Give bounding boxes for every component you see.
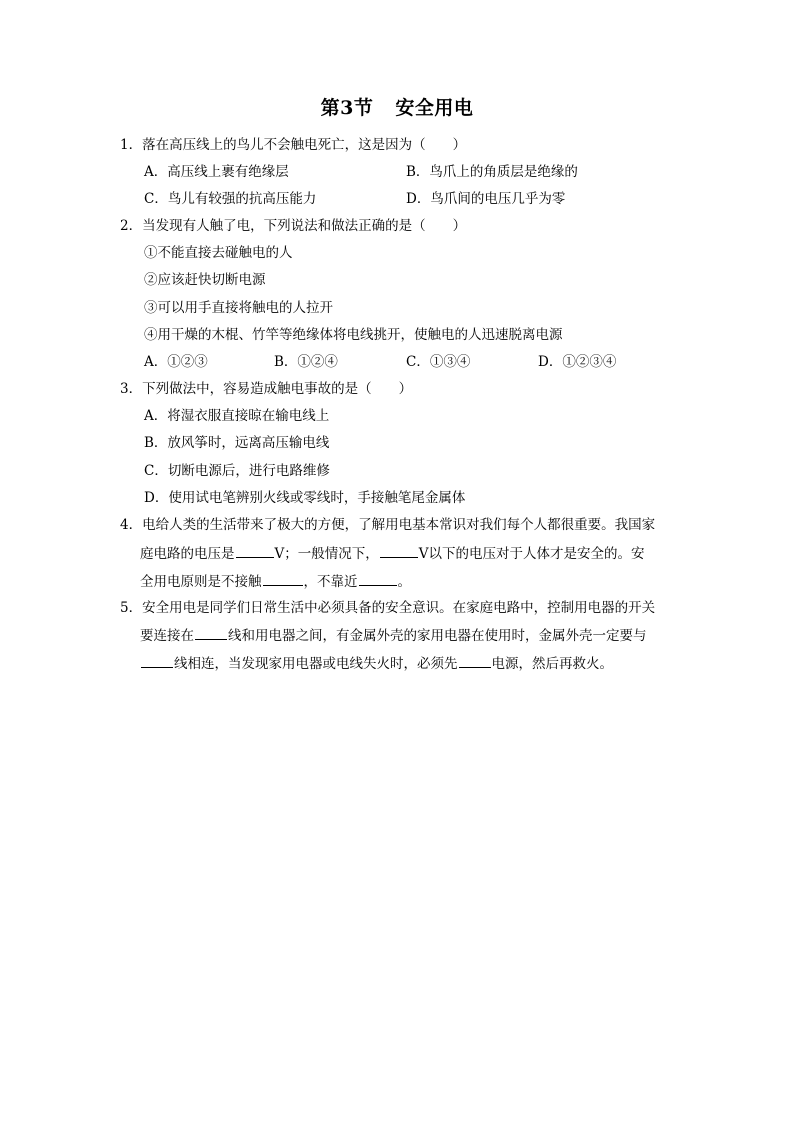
question-3-option-a: A．将湿衣服直接晾在输电线上 (144, 408, 330, 424)
answer-blank[interactable] (236, 543, 274, 558)
question-2-statement-1: ①不能直接去碰触电的人 (144, 245, 293, 261)
question-2-statement-2: ②应该赶快切断电源 (144, 272, 266, 288)
question-1-stem: 1．落在高压线上的鸟儿不会触电死亡，这是因为（ ） (120, 137, 467, 153)
question-2-option-c: C．①③④ (406, 354, 471, 370)
question-5-line-2: 要连接在 线和用电器之间，有金属外壳的家用电器在使用时，金属外壳一定要与 (140, 625, 647, 646)
question-3-option-c: C．切断电源后，进行电路维修 (144, 463, 330, 479)
question-4-line-3: 全用电原则是不接触 ，不靠近 。 (140, 571, 411, 592)
question-1-option-d: D．鸟爪间的电压几乎为零 (406, 191, 566, 207)
question-2-stem: 2．当发现有人触了电，下列说法和做法正确的是（ ） (120, 218, 467, 234)
question-3-stem: 3．下列做法中，容易造成触电事故的是（ ） (120, 381, 413, 397)
question-4-line-2: 庭电路的电压是 V；一般情况下， V以下的电压对于人体才是安全的。安 (140, 543, 645, 564)
question-2-statement-3: ③可以用手直接将触电的人拉开 (144, 300, 333, 316)
answer-blank[interactable] (141, 653, 173, 668)
question-3-option-b: B．放风筝时，远离高压输电线 (144, 435, 330, 451)
question-5-line-3: 线相连，当发现家用电器或电线失火时，必须先 电源，然后再救火。 (140, 653, 613, 674)
question-2-statement-4: ④用干燥的木棍、竹竿等绝缘体将电线挑开，使触电的人迅速脱离电源 (144, 327, 563, 343)
answer-blank[interactable] (459, 653, 491, 668)
question-2-option-b: B．①②④ (274, 354, 338, 370)
answer-blank[interactable] (359, 571, 397, 586)
section-number: 第3节 (320, 97, 374, 119)
answer-blank[interactable] (263, 571, 303, 586)
question-1-option-a: A．高压线上裹有绝缘层 (144, 164, 289, 180)
answer-blank[interactable] (195, 625, 227, 640)
page-title (0, 93, 794, 120)
question-4-line-1: 4．电给人类的生活带来了极大的方便，了解用电基本常识对我们每个人都很重要。我国家 (120, 517, 656, 533)
answer-blank[interactable] (380, 543, 418, 558)
question-3-option-d: D．使用试电笔辨别火线或零线时，手接触笔尾金属体 (144, 490, 466, 506)
question-2-option-a: A．①②③ (144, 354, 208, 370)
question-5-line-1: 5．安全用电是同学们日常生活中必须具备的安全意识。在家庭电路中，控制用电器的开关 (120, 600, 656, 616)
question-2-option-d: D．①②③④ (538, 354, 617, 370)
question-1-option-c: C．鸟儿有较强的抗高压能力 (144, 191, 317, 207)
section-name: 安全用电 (395, 97, 474, 119)
question-1-option-b: B．鸟爪上的角质层是绝缘的 (406, 164, 578, 180)
